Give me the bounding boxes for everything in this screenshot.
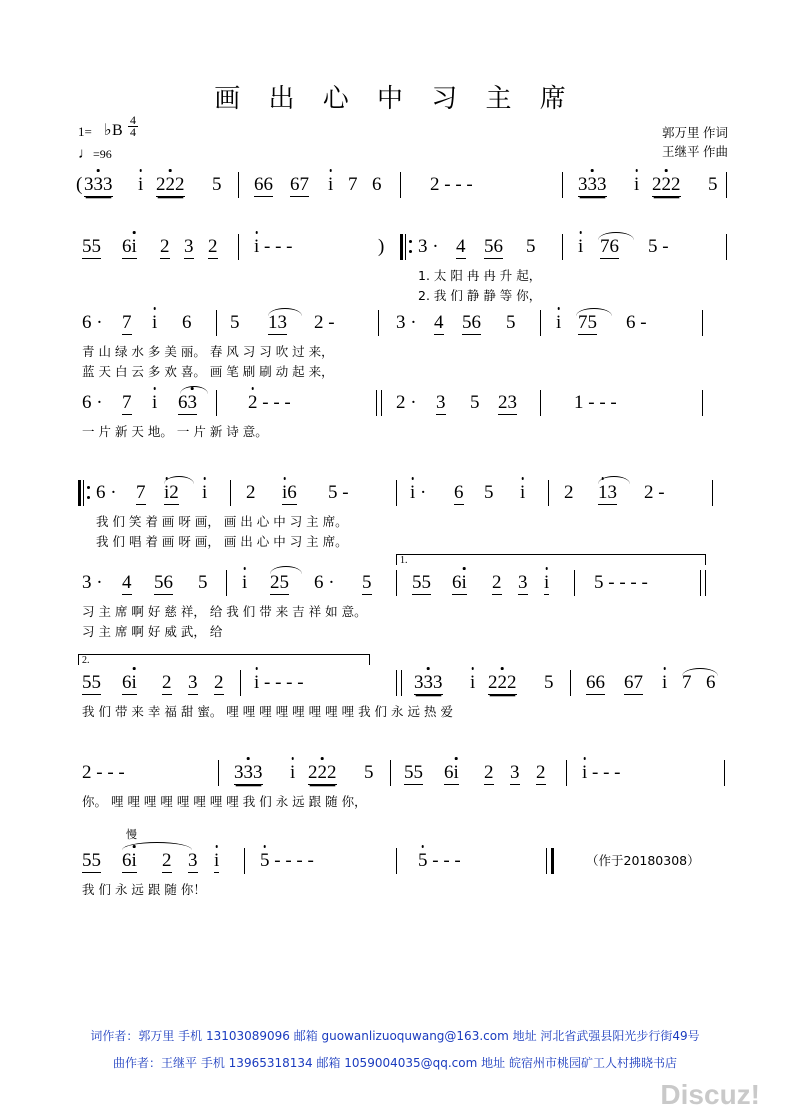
lyricist-credit: 郭万里 作词: [662, 126, 728, 140]
note-group: 6: [706, 672, 716, 693]
note-group: i: [290, 762, 296, 783]
note-group: 333: [578, 174, 607, 195]
note-group: 5: [526, 236, 536, 257]
barline: [378, 310, 379, 336]
barline: [566, 760, 567, 786]
note-group: 6 -: [626, 312, 647, 333]
note-group: i: [634, 174, 640, 195]
note-group: i: [328, 174, 334, 195]
note-group: 1 - - -: [574, 392, 617, 413]
note-group: 5: [212, 174, 222, 195]
note-group: 66: [586, 672, 605, 693]
watermark: Discuz!: [660, 1079, 760, 1110]
note-group: 222: [652, 174, 681, 195]
barline: [240, 670, 241, 696]
note-group: 6i: [122, 850, 137, 871]
note-group: 4: [122, 572, 132, 593]
note-group: 2: [208, 236, 218, 257]
note-group: 333: [84, 174, 113, 195]
barline: [546, 848, 547, 874]
note-group: 6 ·: [96, 482, 117, 503]
lyric-line: 我 们 永 远 跟 随 你！: [82, 882, 206, 897]
note-group: 13: [598, 482, 617, 503]
note-group: 5 - - -: [418, 850, 461, 871]
note-group: 55: [82, 850, 101, 871]
note-group: 4: [434, 312, 444, 333]
compose-date: （作于20180308）: [586, 853, 700, 868]
lyric-line: 2. 我 们 静 静 等 你，: [418, 288, 542, 303]
note-group: 333: [234, 762, 263, 783]
note-group: 2 - - -: [430, 174, 473, 195]
barline: [400, 172, 401, 198]
barline: [390, 760, 391, 786]
note-group: 76: [600, 236, 619, 257]
note-group: 6i: [452, 572, 467, 593]
note-group: 3 ·: [396, 312, 417, 333]
barline: [540, 390, 541, 416]
lyric-line: 蓝 天 白 云 多 欢 喜。 画 笔 刷 刷 动 起 来，: [82, 364, 334, 379]
note-group: 2 -: [644, 482, 665, 503]
barline: [396, 670, 397, 696]
note-group: 6: [372, 174, 382, 195]
note-group: 2: [160, 236, 170, 257]
paren-open: (: [76, 174, 83, 195]
barline: [376, 390, 377, 416]
note-group: 6i: [122, 672, 137, 693]
paren-close: ): [378, 236, 385, 257]
note-group: 55: [82, 236, 101, 257]
barline: [562, 234, 563, 260]
barline: [540, 310, 541, 336]
note-group: 222: [488, 672, 517, 693]
note-group: i - - - -: [254, 672, 304, 693]
ending-bracket-1: [396, 554, 706, 565]
note-group: i2: [164, 482, 179, 503]
note-group: i: [214, 850, 220, 871]
quarter-note-icon: ♩: [78, 146, 93, 162]
note-group: 5: [470, 392, 480, 413]
key-one-equals: 1=: [78, 124, 92, 139]
barline: [401, 670, 402, 696]
lyric-line: 习 主 席 啊 好 慈 祥， 给 我 们 带 来 吉 祥 如 意。: [82, 604, 367, 619]
barline: [570, 670, 571, 696]
barline: [244, 848, 245, 874]
lyric-line: 青 山 绿 水 多 美 丽。 春 风 习 习 吹 过 来，: [82, 344, 334, 359]
footer-line-lyricist: 词作者：郭万里 手机 13103089096 邮箱 guowanlizuoquwang@163.com 地址 河北省武强县阳光步行街49号: [90, 1029, 700, 1043]
note-group: i: [470, 672, 476, 693]
barline: [702, 390, 703, 416]
note-group: i: [138, 174, 144, 195]
note-group: 2: [536, 762, 546, 783]
note-group: 3: [188, 672, 198, 693]
note-group: 5: [198, 572, 208, 593]
barline: [726, 234, 727, 260]
note-group: 3: [436, 392, 446, 413]
note-group: 6i: [122, 236, 137, 257]
barline: [726, 172, 727, 198]
note-group: i: [242, 572, 248, 593]
barline: [238, 172, 239, 198]
lyric-line: 你。 哩 哩 哩 哩 哩 哩 哩 哩 我 们 永 远 跟 随 你，: [82, 794, 367, 809]
note-group: 56: [484, 236, 503, 257]
note-group: i: [202, 482, 208, 503]
note-group: 55: [82, 672, 101, 693]
lyric-line: 我 们 笑 着 画 呀 画， 画 出 心 中 习 主 席。: [96, 514, 348, 529]
note-group: 7: [136, 482, 146, 503]
note-group: 4: [456, 236, 466, 257]
note-group: 3: [188, 850, 198, 871]
barline: [724, 760, 725, 786]
time-signature-numerator: 4: [130, 113, 136, 127]
barline: [574, 570, 575, 596]
barline: [238, 234, 239, 260]
note-group: 2: [492, 572, 502, 593]
note-group: 3: [510, 762, 520, 783]
ending-number-1: 1.: [400, 555, 408, 566]
note-group: i: [556, 312, 562, 333]
note-group: 6: [182, 312, 192, 333]
note-group: 5: [708, 174, 718, 195]
note-group: 2 -: [314, 312, 335, 333]
note-group: 2 - - -: [82, 762, 125, 783]
barline: [396, 848, 397, 874]
note-group: 3: [518, 572, 528, 593]
note-group: 5: [362, 572, 372, 593]
tempo-marking: [78, 146, 112, 163]
barline: [226, 570, 227, 596]
note-group: i ·: [410, 482, 427, 503]
note-group: i: [520, 482, 526, 503]
note-group: 7: [682, 672, 692, 693]
flat-icon: ♭: [104, 122, 112, 139]
note-group: 63: [178, 392, 197, 413]
time-signature: [128, 115, 138, 138]
note-group: i: [662, 672, 668, 693]
note-group: 55: [404, 762, 423, 783]
note-group: 75: [578, 312, 597, 333]
note-group: i6: [282, 482, 297, 503]
note-group: 56: [154, 572, 173, 593]
note-group: i: [152, 312, 158, 333]
barline: [562, 172, 563, 198]
note-group: 5: [230, 312, 240, 333]
ending-bracket-2: [78, 654, 370, 665]
note-group: 6 ·: [314, 572, 335, 593]
lyric-line: 习 主 席 啊 好 威 武， 给: [82, 624, 223, 639]
lyric-line: 1. 太 阳 冉 冉 升 起，: [418, 268, 542, 283]
time-signature-denominator: 4: [130, 125, 136, 139]
note-group: 5 -: [648, 236, 669, 257]
barline: [381, 390, 382, 416]
final-barline: [551, 848, 554, 874]
barline: [396, 570, 397, 596]
note-group: i: [578, 236, 584, 257]
note-group: 3: [184, 236, 194, 257]
lyric-line: 我 们 唱 着 画 呀 画， 画 出 心 中 习 主 席。: [96, 534, 348, 549]
note-group: 25: [270, 572, 289, 593]
ending-number-2: 2.: [82, 655, 90, 666]
footer-contacts: [0, 1023, 790, 1077]
note-group: 67: [624, 672, 643, 693]
note-group: 3 ·: [82, 572, 103, 593]
barline: [396, 480, 397, 506]
note-group: i: [152, 392, 158, 413]
barline: [700, 570, 701, 596]
note-group: 66: [254, 174, 273, 195]
note-group: 2: [162, 672, 172, 693]
note-group: 2: [484, 762, 494, 783]
barline: [216, 390, 217, 416]
lyric-line: 一 片 新 天 地。 一 片 新 诗 意。: [82, 424, 268, 439]
note-group: 2: [564, 482, 574, 503]
note-group: 13: [268, 312, 287, 333]
note-group: 5: [544, 672, 554, 693]
barline: [702, 310, 703, 336]
barline: [216, 310, 217, 336]
slow-marking: 慢: [126, 828, 137, 841]
note-group: 6i: [444, 762, 459, 783]
note-group: 222: [156, 174, 185, 195]
note-group: 67: [290, 174, 309, 195]
note-group: 56: [462, 312, 481, 333]
note-group: 6 ·: [82, 392, 103, 413]
note-group: 2: [162, 850, 172, 871]
note-group: 222: [308, 762, 337, 783]
note-group: 2: [214, 672, 224, 693]
note-group: 2 ·: [396, 392, 417, 413]
note-group: 55: [412, 572, 431, 593]
note-group: 5: [506, 312, 516, 333]
note-group: 5: [364, 762, 374, 783]
note-group: 6: [454, 482, 464, 503]
note-group: 6 ·: [82, 312, 103, 333]
note-group: 5 - - - -: [594, 572, 648, 593]
note-group: 2: [246, 482, 256, 503]
note-group: i: [544, 572, 550, 593]
page-title: 画 出 心 中 习 主 席: [214, 84, 576, 114]
note-group: 23: [498, 392, 517, 413]
barline: [548, 480, 549, 506]
note-group: 2 - - -: [248, 392, 291, 413]
note-group: 7: [348, 174, 358, 195]
note-group: 7: [122, 312, 132, 333]
barline: [705, 570, 706, 596]
credits: [662, 124, 728, 162]
tempo-value: =96: [93, 147, 112, 161]
footer-line-composer: 曲作者：王继平 手机 13965318134 邮箱 1059004035@qq.com 地址 皖宿州市桃园矿工人村拂晓书店: [113, 1056, 677, 1070]
note-group: 5 -: [328, 482, 349, 503]
note-group: i - - -: [582, 762, 621, 783]
note-group: 5 - - - -: [260, 850, 314, 871]
lyric-line: 我 们 带 来 幸 福 甜 蜜。 哩 哩 哩 哩 哩 哩 哩 哩 我 们 永 远 热 爱: [82, 704, 453, 719]
note-group: i - - -: [254, 236, 293, 257]
barline: [218, 760, 219, 786]
key-letter: B: [112, 122, 123, 139]
note-group: 7: [122, 392, 132, 413]
composer-credit: 王继平 作曲: [662, 145, 728, 159]
note-group: 3 ·: [418, 236, 439, 257]
barline: [712, 480, 713, 506]
note-group: 333: [414, 672, 443, 693]
note-group: 5: [484, 482, 494, 503]
barline: [230, 480, 231, 506]
